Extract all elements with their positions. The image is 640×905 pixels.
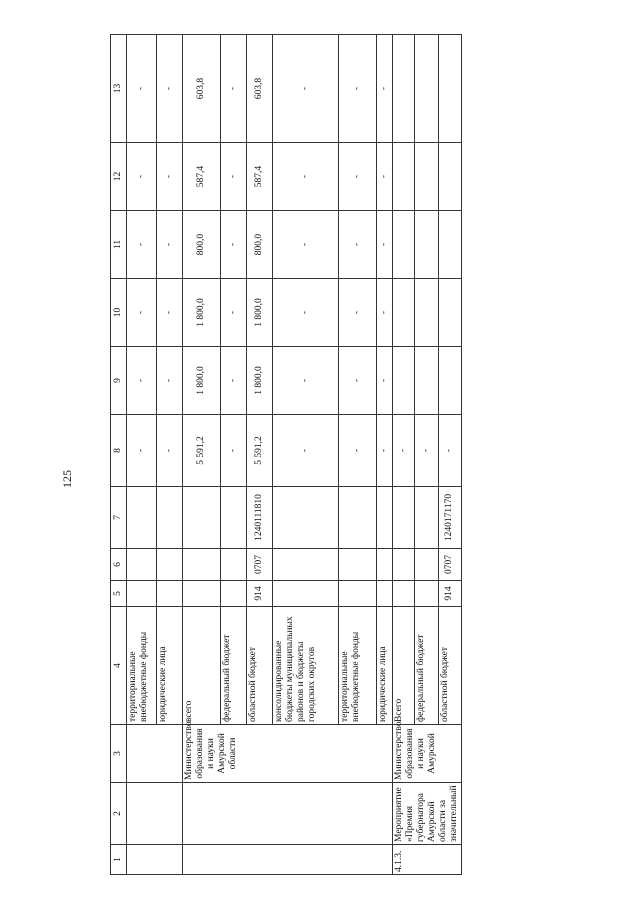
year-value-cell: -	[377, 279, 393, 347]
executor-cell: Министерство образования и науки Амурской	[393, 725, 462, 783]
year-value-cell	[439, 279, 461, 347]
section-cell	[127, 549, 157, 581]
page-number: 125	[60, 470, 74, 488]
year-value-cell: 1 800,0	[183, 279, 221, 347]
grbs-cell	[339, 581, 377, 607]
target-article-cell: 1240171170	[439, 487, 461, 549]
year-value-cell: -	[221, 279, 247, 347]
year-value-cell	[415, 211, 439, 279]
year-value-cell: -	[377, 347, 393, 415]
item-name-cell: Мероприятие «Премия губернатора Амурской области за значительный	[393, 783, 462, 845]
header-cell: 3	[111, 725, 127, 783]
year-value-cell: 800,0	[183, 211, 221, 279]
target-article-cell	[339, 487, 377, 549]
target-article-cell	[157, 487, 183, 549]
year-value-cell: -	[221, 143, 247, 211]
year-value-cell: -	[377, 415, 393, 487]
year-value-cell: -	[339, 143, 377, 211]
section-cell	[157, 549, 183, 581]
target-article-cell	[127, 487, 157, 549]
year-value-cell	[393, 347, 415, 415]
header-cell: 1	[111, 845, 127, 875]
year-value-cell: -	[157, 35, 183, 143]
year-value-cell	[393, 279, 415, 347]
executor-cell	[127, 725, 183, 783]
year-value-cell: -	[157, 347, 183, 415]
year-value-cell: -	[157, 279, 183, 347]
year-value-cell: -	[377, 35, 393, 143]
header-cell: 5	[111, 581, 127, 607]
table-row	[183, 35, 221, 875]
header-row	[111, 35, 127, 875]
year-value-cell	[415, 35, 439, 143]
grbs-cell	[377, 581, 393, 607]
year-value-cell: -	[273, 347, 339, 415]
header-cell: 7	[111, 487, 127, 549]
year-value-cell: -	[273, 415, 339, 487]
year-value-cell: -	[221, 35, 247, 143]
year-value-cell: -	[377, 211, 393, 279]
year-value-cell	[393, 35, 415, 143]
item-number-cell	[183, 845, 393, 875]
grbs-cell	[127, 581, 157, 607]
funding-source-cell: областной бюджет	[247, 607, 273, 725]
year-value-cell: 587,4	[247, 143, 273, 211]
year-value-cell: 800,0	[247, 211, 273, 279]
header-cell: 2	[111, 783, 127, 845]
header-cell: 12	[111, 143, 127, 211]
section-cell	[183, 549, 221, 581]
funding-source-cell: Всего	[393, 607, 415, 725]
section-cell: 0707	[247, 549, 273, 581]
year-value-cell: -	[127, 415, 157, 487]
year-value-cell	[439, 347, 461, 415]
year-value-cell: -	[393, 415, 415, 487]
year-value-cell: -	[127, 211, 157, 279]
grbs-cell: 914	[247, 581, 273, 607]
header-cell: 4	[111, 607, 127, 725]
year-value-cell: -	[157, 211, 183, 279]
year-value-cell	[393, 211, 415, 279]
year-value-cell: -	[339, 347, 377, 415]
header-cell: 6	[111, 549, 127, 581]
funding-source-cell: федеральный бюджет	[415, 607, 439, 725]
grbs-cell	[273, 581, 339, 607]
funding-source-cell: областной бюджет	[439, 607, 461, 725]
grbs-cell	[157, 581, 183, 607]
target-article-cell	[183, 487, 221, 549]
section-cell	[273, 549, 339, 581]
header-cell: 13	[111, 35, 127, 143]
item-name-cell	[127, 783, 183, 845]
year-value-cell: 1 800,0	[247, 279, 273, 347]
year-value-cell: -	[339, 415, 377, 487]
funding-source-cell: консолидированные бюджеты муниципальных районов и бюджеты городских округов	[273, 607, 339, 725]
funding-source-cell: юридические лица	[157, 607, 183, 725]
item-number-cell: 4.1.3.	[393, 845, 462, 875]
grbs-cell	[183, 581, 221, 607]
year-value-cell: -	[127, 35, 157, 143]
header-cell: 9	[111, 347, 127, 415]
section-cell	[393, 549, 415, 581]
section-cell	[415, 549, 439, 581]
item-number-cell	[127, 845, 183, 875]
funding-source-cell: территориальные внебюджетные фонды	[339, 607, 377, 725]
budget-table	[110, 34, 462, 875]
year-value-cell: 603,8	[247, 35, 273, 143]
year-value-cell: 603,8	[183, 35, 221, 143]
section-cell: 0707	[439, 549, 461, 581]
funding-source-cell: территориальные внебюджетные фонды	[127, 607, 157, 725]
header-cell: 11	[111, 211, 127, 279]
year-value-cell	[415, 279, 439, 347]
year-value-cell: -	[273, 35, 339, 143]
executor-cell: Министерство образования и науки Амурской области	[183, 725, 393, 783]
header-cell: 8	[111, 415, 127, 487]
section-cell	[221, 549, 247, 581]
year-value-cell: 1 800,0	[247, 347, 273, 415]
grbs-cell	[221, 581, 247, 607]
item-name-cell	[183, 783, 393, 845]
year-value-cell: 5 591,2	[183, 415, 221, 487]
year-value-cell: -	[127, 347, 157, 415]
year-value-cell: -	[339, 279, 377, 347]
year-value-cell	[393, 143, 415, 211]
year-value-cell	[415, 347, 439, 415]
year-value-cell	[439, 211, 461, 279]
funding-source-cell: федеральный бюджет	[221, 607, 247, 725]
grbs-cell	[415, 581, 439, 607]
target-article-cell: 1240111810	[247, 487, 273, 549]
year-value-cell: -	[157, 415, 183, 487]
header-cell: 10	[111, 279, 127, 347]
grbs-cell	[393, 581, 415, 607]
year-value-cell: 5 591,2	[247, 415, 273, 487]
section-cell	[339, 549, 377, 581]
year-value-cell: -	[415, 415, 439, 487]
year-value-cell	[415, 143, 439, 211]
section-cell	[377, 549, 393, 581]
table-row	[393, 35, 415, 875]
year-value-cell: -	[221, 415, 247, 487]
year-value-cell: -	[339, 35, 377, 143]
year-value-cell: -	[339, 211, 377, 279]
target-article-cell	[221, 487, 247, 549]
year-value-cell: -	[221, 211, 247, 279]
year-value-cell: -	[127, 143, 157, 211]
year-value-cell: -	[377, 143, 393, 211]
funding-source-cell: юридические лица	[377, 607, 393, 725]
year-value-cell	[439, 143, 461, 211]
year-value-cell: -	[273, 143, 339, 211]
target-article-cell	[393, 487, 415, 549]
year-value-cell: -	[273, 279, 339, 347]
funding-source-cell: всего	[183, 607, 221, 725]
year-value-cell: -	[157, 143, 183, 211]
table-row	[127, 35, 157, 875]
target-article-cell	[415, 487, 439, 549]
year-value-cell: 1 800,0	[183, 347, 221, 415]
rotated-table-container	[110, 35, 630, 875]
year-value-cell: -	[273, 211, 339, 279]
year-value-cell: -	[439, 415, 461, 487]
year-value-cell: -	[127, 279, 157, 347]
year-value-cell	[439, 35, 461, 143]
target-article-cell	[377, 487, 393, 549]
grbs-cell: 914	[439, 581, 461, 607]
year-value-cell: 587,4	[183, 143, 221, 211]
year-value-cell: -	[221, 347, 247, 415]
target-article-cell	[273, 487, 339, 549]
